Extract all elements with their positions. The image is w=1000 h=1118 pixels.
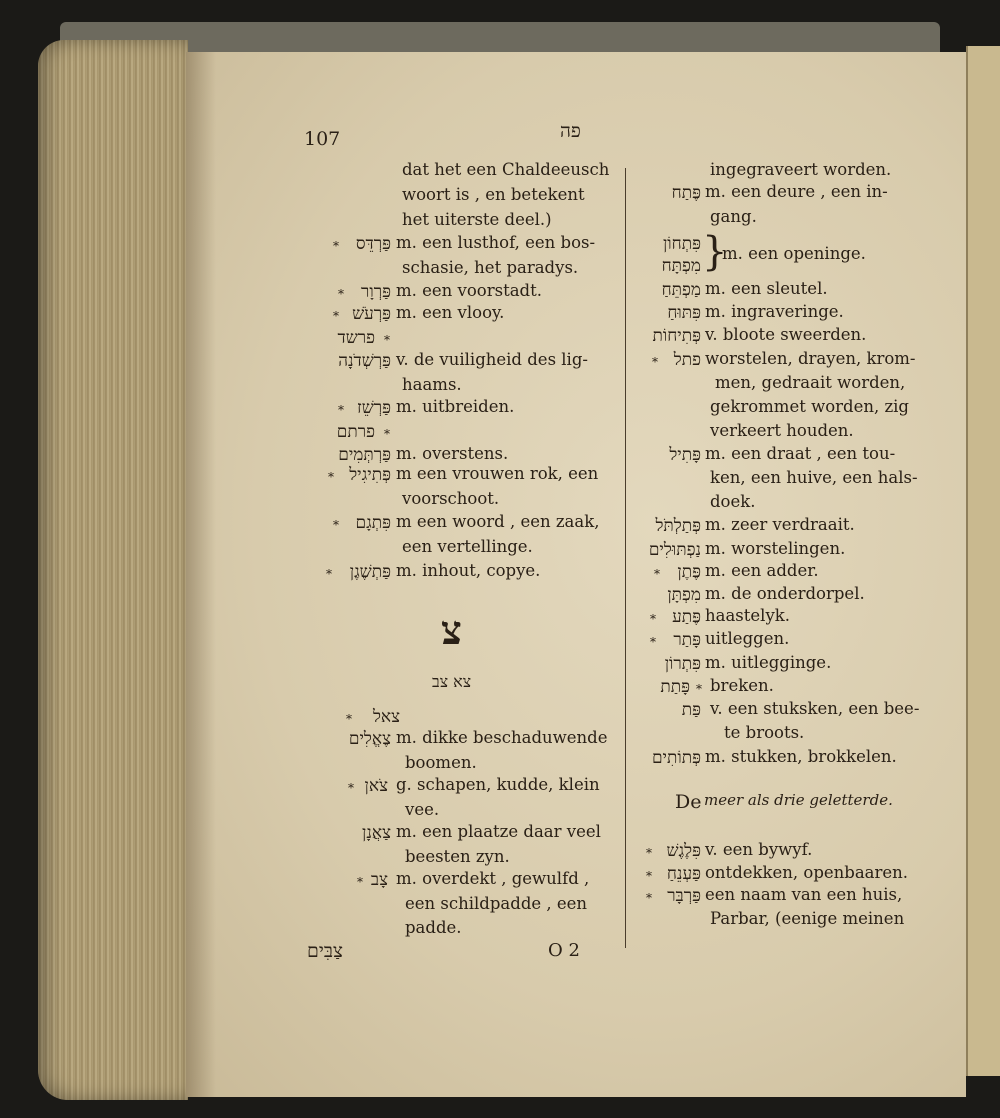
entry-line: m. een plaatze daar veel [396, 822, 601, 841]
headword: מִפְתָּן [667, 585, 701, 605]
entry-line: schasie, het paradys. [402, 258, 579, 277]
headword: פִּתְחוֹן [662, 234, 701, 254]
asterisk-mark: * [384, 427, 390, 441]
entry-line: m. een draat , een tou- [705, 444, 896, 463]
page-number: 107 [304, 128, 341, 150]
entry-line: te broots. [724, 723, 805, 742]
headword: מַפְתֵּחַ [661, 280, 701, 300]
headword: פַּרְשְׁדֹנָה [338, 351, 391, 371]
entry-line: m. een vlooy. [396, 303, 505, 322]
entry-line: m. een deure , een in- [705, 182, 888, 201]
headword: פִּלֶגֶשׁ [666, 841, 701, 861]
entry-line: men, gedraait worden, [715, 373, 906, 392]
headword: צַאֲנָן [362, 823, 391, 843]
asterisk-mark: * [338, 287, 344, 301]
headword: פַּרְשֵׁז [356, 398, 391, 418]
entry-line: uitleggen. [705, 629, 790, 648]
entry-line: ken, een huive, een hals- [710, 468, 918, 487]
entry-line: een vertellinge. [402, 537, 533, 556]
headword: פרשד [337, 328, 375, 348]
entry-line: m. worstelingen. [705, 539, 846, 558]
entry-line: m. een adder. [705, 561, 819, 580]
headword: פַּרְוָר [361, 282, 391, 302]
asterisk-mark: * [333, 309, 339, 323]
entry-line: woort is , en betekent [402, 185, 585, 204]
entry-line: vee. [405, 800, 440, 819]
entry-line: m een vrouwen rok, een [396, 464, 599, 483]
entry-line: beesten zyn. [405, 847, 510, 866]
asterisk-mark: * [646, 869, 652, 883]
entry-line: m. uitlegginge. [705, 653, 832, 672]
asterisk-mark: * [696, 682, 702, 696]
asterisk-mark: * [646, 846, 652, 860]
entry-line: doek. [710, 492, 756, 511]
headword: פַּת [681, 700, 701, 720]
entry-line: breken. [710, 676, 774, 695]
entry-line: m. een sleutel. [705, 279, 828, 298]
asterisk-mark: * [348, 781, 354, 795]
entry-line: m. uitbreiden. [396, 397, 515, 416]
asterisk-mark: * [326, 567, 332, 581]
headword: פְּתִיגִיל [349, 465, 391, 485]
asterisk-mark: * [333, 518, 339, 532]
entry-line: gang. [710, 207, 757, 226]
headword: פַּרְבָּר [667, 886, 701, 906]
asterisk-mark: * [654, 567, 660, 581]
entry-line: v. een bywyf. [705, 840, 813, 859]
signature-mark: O 2 [548, 940, 580, 961]
entry-line: haams. [402, 375, 462, 394]
asterisk-mark: * [333, 239, 339, 253]
entry-line: m. dikke beschaduwende [396, 728, 608, 747]
entry-line: m. overstens. [396, 444, 509, 463]
entry-line: m. overdekt , gewulfd , [396, 869, 590, 888]
entry-line: gekrommet worden, zig [710, 397, 909, 416]
asterisk-mark: * [646, 891, 652, 905]
headword: פִּתְגָם [355, 513, 391, 533]
entry-line: ontdekken, openbaaren. [705, 863, 909, 882]
headword: פְּתִיחוֹת [652, 326, 701, 346]
entry-line: v. bloote sweerden. [705, 325, 867, 344]
headword: פְּתוֹתִים [651, 748, 701, 768]
section-heading: meer als drie geletterde. [704, 791, 893, 809]
headword: פתל [673, 350, 701, 370]
entry-line: haastelyk. [705, 606, 791, 625]
entry-line: een naam van een huis, [705, 885, 903, 904]
asterisk-mark: * [650, 635, 656, 649]
entry-line: v. een stuksken, een bee- [710, 699, 920, 718]
entry-line: m. de onderdorpel. [705, 584, 865, 603]
headword: צֶאֱלִים [348, 729, 391, 749]
headword: פַּרְעֹשׁ [352, 304, 391, 324]
headword: פְּתַלְתֹּל [655, 516, 701, 536]
headword: פִּתּוּחַ [667, 303, 701, 323]
entry-line: m. een lusthof, een bos- [396, 233, 596, 252]
entry-line: voorschoot. [402, 489, 500, 508]
entry-line: v. de vuiligheid des lig- [396, 350, 588, 369]
entry-line: m. zeer verdraait. [705, 515, 855, 534]
headword: פֶּתַע [672, 607, 701, 627]
asterisk-mark: * [328, 470, 334, 484]
asterisk-mark: * [338, 403, 344, 417]
asterisk-mark: * [650, 612, 656, 626]
column-rule [625, 168, 626, 948]
entry-line: Parbar, (eenige meinen [710, 909, 905, 928]
headword: צָב [370, 870, 388, 890]
headword: פִּתְרוֹן [664, 654, 701, 674]
running-head: פה [560, 120, 581, 142]
headword: פֶּתֶן [677, 562, 701, 582]
catchword: צַבִּים [307, 940, 343, 962]
asterisk-mark: * [384, 333, 390, 347]
gutter-shadow [186, 52, 216, 1097]
asterisk-mark: * [357, 875, 363, 889]
headword: נַפְתּוּלִים [648, 540, 701, 560]
headword: פַּרְתְּמִים [338, 445, 391, 465]
entry-line: padde. [405, 918, 462, 937]
next-page-edge [966, 46, 1000, 1076]
headword: צאל [372, 707, 400, 727]
entry-line: het uiterste deel.) [402, 210, 552, 229]
section-heading-lead: De [675, 791, 702, 813]
section-subhead: צא צב [432, 672, 472, 691]
entry-line: m. een voorstadt. [396, 281, 542, 300]
page-edge [38, 40, 188, 1100]
entry-line: verkeert houden. [710, 421, 854, 440]
entry-line: m. inhout, copye. [396, 561, 541, 580]
headword: פרתם [336, 422, 375, 442]
asterisk-mark: * [346, 712, 352, 726]
entry-line: een schildpadde , een [405, 894, 588, 913]
entry-line: dat het een Chaldeeusch [402, 160, 610, 179]
entry-line: m. ingraveringe. [705, 302, 844, 321]
entry-line: g. schapen, kudde, klein [396, 775, 600, 794]
headword: פָּתִיל [669, 445, 701, 465]
headword: מִפְתָּח [661, 256, 701, 276]
entry-line: m een woord , een zaak, [396, 512, 600, 531]
headword: פַּעְנֵחַ [666, 864, 701, 884]
headword: צֹאן [364, 776, 388, 796]
headword: פֶּתַח [671, 183, 701, 203]
brace-mark: } [702, 229, 728, 275]
entry-line: boomen. [405, 753, 477, 772]
headword: פַּרְדֵּס [355, 234, 391, 254]
entry-line: m. stukken, brokkelen. [705, 747, 897, 766]
headword: פָּתַת [660, 677, 690, 697]
asterisk-mark: * [652, 355, 658, 369]
entry-line: ingegraveert worden. [710, 160, 892, 179]
entry-line: m. een openinge. [722, 244, 866, 263]
headword: פָּתַר [673, 630, 701, 650]
section-letter: צ [441, 607, 462, 654]
headword: פַּתְשֶׁגֶן [349, 562, 391, 582]
entry-line: worstelen, drayen, krom- [705, 349, 916, 368]
